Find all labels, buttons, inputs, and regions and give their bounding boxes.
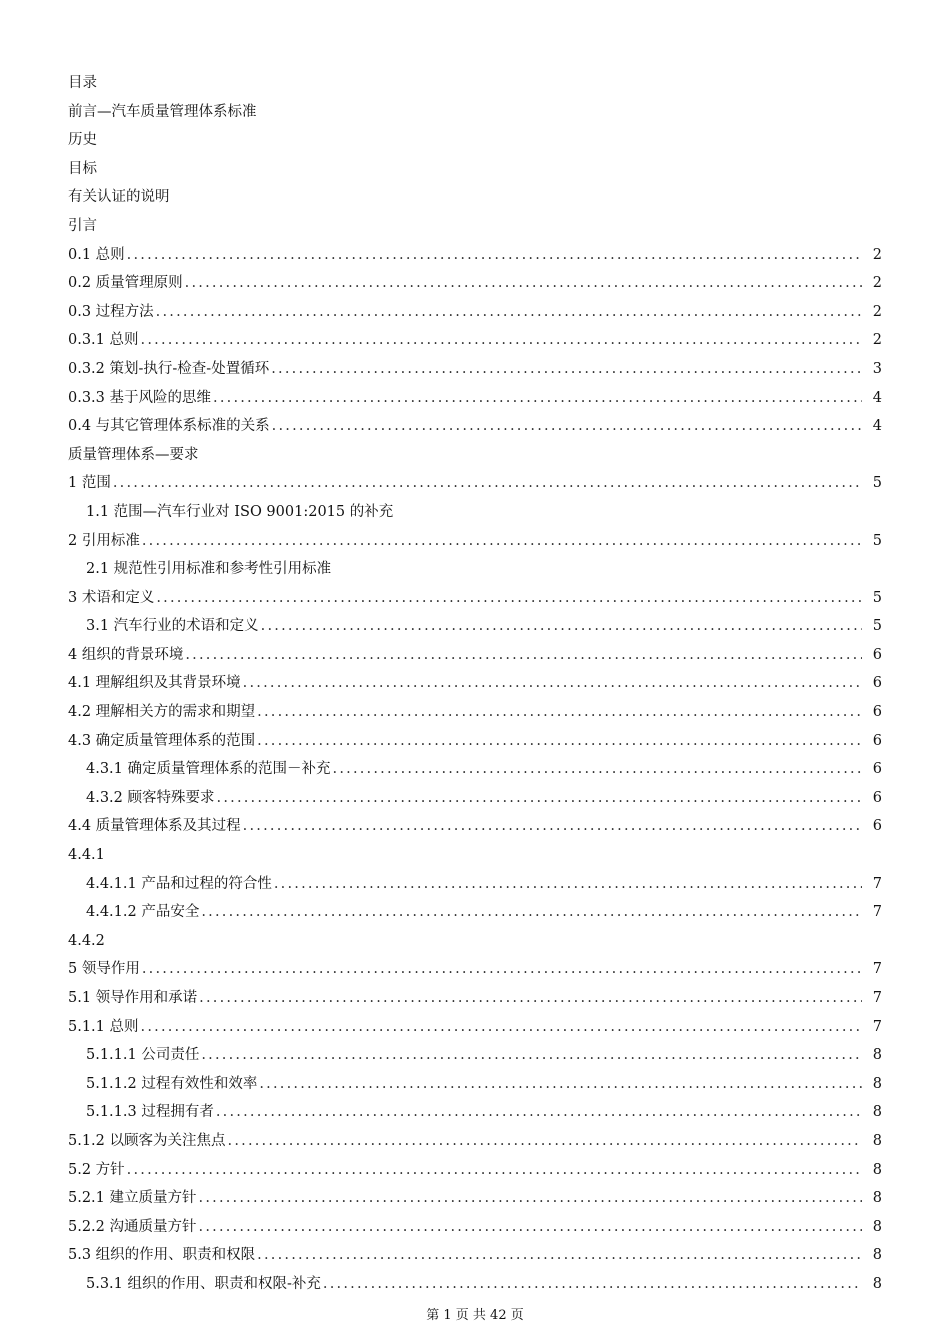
- toc-entry-page-number: 2: [872, 332, 882, 349]
- toc-entry[interactable]: [68, 584, 882, 613]
- toc-leader-dots: [274, 870, 862, 899]
- toc-entry-page-number: 5: [872, 475, 882, 492]
- toc-leader-dots: [127, 241, 862, 270]
- toc-entry-page-number: 8: [872, 1075, 882, 1092]
- toc-entry[interactable]: [68, 727, 882, 756]
- toc-entry-label: 4.3.2 顾客特殊要求: [86, 789, 215, 806]
- toc-entry[interactable]: [68, 183, 882, 212]
- toc-leader-dots: [199, 1213, 862, 1242]
- toc-leader-dots: [271, 355, 862, 384]
- toc-leader-dots: [199, 984, 862, 1013]
- toc-leader-dots: [261, 612, 862, 641]
- toc-entry-page-number: 4: [872, 418, 882, 435]
- toc-entry[interactable]: [68, 927, 882, 956]
- toc-entry-label: 1 范围: [68, 475, 111, 492]
- toc-entry-label: 历史: [68, 132, 97, 149]
- toc-entry[interactable]: [68, 1184, 882, 1213]
- toc-leader-dots: [228, 1127, 862, 1156]
- toc-entry-label: 1.1 范围—汽车行业对 ISO 9001:2015 的补充: [86, 503, 394, 520]
- toc-entry-page-number: 7: [872, 1018, 882, 1035]
- toc-entry-label: 有关认证的说明: [68, 189, 170, 206]
- toc-entry-label: 5.1 领导作用和承诺: [68, 990, 198, 1006]
- toc-leader-dots: [257, 698, 862, 727]
- toc-leader-dots: [142, 955, 862, 984]
- toc-entry-page-number: 8: [872, 1247, 882, 1264]
- toc-entry[interactable]: [68, 241, 882, 270]
- toc-entry-label: 4.3 确定质量管理体系的范围: [68, 732, 256, 749]
- toc-leader-dots: [185, 641, 862, 670]
- toc-entry[interactable]: [68, 841, 882, 870]
- toc-entry[interactable]: [68, 698, 882, 727]
- toc-leader-dots: [141, 1013, 862, 1042]
- toc-entry-label: 质量管理体系—要求: [68, 446, 199, 463]
- toc-entry-page-number: 7: [872, 904, 882, 921]
- toc-entry[interactable]: [68, 1270, 882, 1299]
- table-of-contents: [68, 69, 882, 1299]
- toc-entry-page-number: 7: [872, 990, 882, 1006]
- toc-leader-dots: [142, 527, 862, 556]
- toc-entry-page-number: 5: [872, 618, 882, 635]
- toc-leader-dots: [257, 1241, 862, 1270]
- toc-entry-label: 0.4 与其它管理体系标准的关系: [68, 418, 270, 435]
- toc-leader-dots: [257, 727, 862, 756]
- toc-entry-page-number: 2: [872, 303, 882, 320]
- toc-entry[interactable]: [68, 155, 882, 184]
- toc-entry-page-number: 8: [872, 1132, 882, 1149]
- toc-entry[interactable]: [68, 326, 882, 355]
- toc-leader-dots: [141, 326, 862, 355]
- toc-entry[interactable]: [68, 384, 882, 413]
- toc-entry-page-number: 7: [872, 875, 882, 892]
- toc-entry-label: 5 领导作用: [68, 961, 140, 978]
- toc-entry-page-number: 8: [872, 1047, 882, 1064]
- toc-entry[interactable]: [68, 298, 882, 327]
- toc-leader-dots: [259, 1070, 862, 1099]
- toc-entry-label: 目标: [68, 160, 97, 177]
- toc-leader-dots: [217, 784, 862, 813]
- toc-entry[interactable]: [68, 527, 882, 556]
- toc-entry[interactable]: [68, 441, 882, 470]
- toc-entry[interactable]: [68, 269, 882, 298]
- toc-entry-page-number: 6: [872, 675, 882, 692]
- toc-entry-label: 3 术语和定义: [68, 589, 155, 606]
- toc-entry[interactable]: [68, 555, 882, 584]
- toc-entry-label: 0.2 质量管理原则: [68, 275, 183, 292]
- toc-entry[interactable]: [68, 355, 882, 384]
- toc-entry[interactable]: [68, 126, 882, 155]
- toc-entry-label: 目录: [68, 75, 97, 91]
- toc-entry-page-number: 6: [872, 789, 882, 806]
- toc-entry[interactable]: [68, 1070, 882, 1099]
- toc-entry[interactable]: [68, 498, 882, 527]
- toc-entry[interactable]: [68, 69, 882, 98]
- toc-entry-label: 4.4 质量管理体系及其过程: [68, 818, 241, 835]
- toc-entry[interactable]: [68, 669, 882, 698]
- toc-entry-page-number: 6: [872, 761, 882, 778]
- page-footer: 第 1 页 共 42 页: [426, 1308, 524, 1323]
- toc-entry-page-number: 5: [872, 589, 882, 606]
- toc-leader-dots: [201, 898, 862, 927]
- toc-entry-label: 5.2.1 建立质量方针: [68, 1190, 197, 1207]
- toc-entry-label: 4.4.1.1 产品和过程的符合性: [86, 875, 272, 892]
- toc-entry-label: 5.2 方针: [68, 1161, 125, 1178]
- toc-entry-label: 5.2.2 沟通质量方针: [68, 1218, 197, 1235]
- toc-entry-label: 4.3.1 确定质量管理体系的范围－补充: [86, 761, 331, 778]
- toc-entry[interactable]: [68, 1213, 882, 1242]
- toc-leader-dots: [333, 755, 862, 784]
- toc-entry-page-number: 2: [872, 246, 882, 263]
- toc-entry[interactable]: [68, 641, 882, 670]
- toc-entry[interactable]: [68, 1041, 882, 1070]
- toc-leader-dots: [156, 584, 862, 613]
- toc-entry-label: 0.3.2 策划-执行-检查-处置循环: [68, 360, 270, 377]
- toc-entry-page-number: 2: [872, 275, 882, 292]
- toc-entry-page-number: 8: [872, 1275, 882, 1292]
- toc-entry-label: 4.4.1: [68, 847, 105, 864]
- toc-entry-label: 0.1 总则: [68, 246, 125, 263]
- toc-entry-page-number: 4: [872, 389, 882, 406]
- toc-leader-dots: [243, 669, 862, 698]
- toc-leader-dots: [272, 412, 862, 441]
- toc-leader-dots: [199, 1184, 862, 1213]
- toc-entry[interactable]: [68, 1241, 882, 1270]
- toc-entry[interactable]: [68, 755, 882, 784]
- toc-leader-dots: [323, 1270, 862, 1299]
- toc-entry-page-number: 3: [872, 360, 882, 377]
- toc-entry-label: 0.3.1 总则: [68, 332, 139, 349]
- toc-entry[interactable]: [68, 898, 882, 927]
- toc-leader-dots: [127, 1156, 862, 1185]
- toc-entry[interactable]: [68, 955, 882, 984]
- toc-leader-dots: [156, 298, 862, 327]
- toc-entry-page-number: 6: [872, 646, 882, 663]
- toc-entry-label: 2 引用标准: [68, 532, 140, 549]
- toc-entry-label: 0.3.3 基于风险的思维: [68, 389, 212, 406]
- toc-entry-label: 5.1.1.3 过程拥有者: [86, 1104, 214, 1121]
- toc-leader-dots: [216, 1098, 862, 1127]
- toc-entry[interactable]: [68, 469, 882, 498]
- toc-entry-page-number: 7: [872, 961, 882, 978]
- toc-entry[interactable]: [68, 612, 882, 641]
- toc-entry-page-number: 8: [872, 1161, 882, 1178]
- toc-entry[interactable]: [68, 1013, 882, 1042]
- toc-entry-page-number: 5: [872, 532, 882, 549]
- toc-entry[interactable]: [68, 1156, 882, 1185]
- toc-entry-label: 5.1.1.1 公司责任: [86, 1047, 200, 1064]
- toc-entry[interactable]: [68, 1127, 882, 1156]
- toc-entry-label: 5.1.1 总则: [68, 1018, 139, 1035]
- toc-entry-label: 3.1 汽车行业的术语和定义: [86, 618, 259, 635]
- toc-entry-page-number: 8: [872, 1190, 882, 1207]
- toc-entry-page-number: 6: [872, 818, 882, 835]
- toc-entry-label: 引言: [68, 217, 97, 234]
- toc-leader-dots: [201, 1041, 862, 1070]
- toc-entry-page-number: 8: [872, 1104, 882, 1121]
- toc-leader-dots: [113, 469, 862, 498]
- toc-entry-label: 2.1 规范性引用标准和参考性引用标准: [86, 561, 332, 578]
- toc-entry-label: 5.1.2 以顾客为关注焦点: [68, 1132, 226, 1149]
- toc-entry-label: 0.3 过程方法: [68, 303, 154, 320]
- toc-entry-label: 4.4.2: [68, 932, 105, 949]
- toc-entry-label: 4.4.1.2 产品安全: [86, 904, 200, 921]
- toc-entry-page-number: 8: [872, 1218, 882, 1235]
- toc-entry-label: 4 组织的背景环境: [68, 646, 184, 663]
- toc-entry[interactable]: [68, 412, 882, 441]
- toc-leader-dots: [213, 384, 862, 413]
- toc-entry[interactable]: [68, 812, 882, 841]
- toc-entry-label: 5.1.1.2 过程有效性和效率: [86, 1075, 258, 1092]
- toc-entry-label: 5.3 组织的作用、职责和权限: [68, 1247, 256, 1264]
- toc-entry-label: 4.2 理解相关方的需求和期望: [68, 704, 256, 721]
- toc-entry[interactable]: [68, 212, 882, 241]
- toc-entry[interactable]: [68, 1098, 882, 1127]
- toc-entry-label: 前言—汽车质量管理体系标准: [68, 103, 257, 120]
- toc-entry-page-number: 6: [872, 732, 882, 749]
- toc-entry[interactable]: [68, 784, 882, 813]
- toc-entry[interactable]: [68, 98, 882, 127]
- toc-leader-dots: [185, 269, 862, 298]
- toc-entry[interactable]: [68, 984, 882, 1013]
- toc-entry-page-number: 6: [872, 704, 882, 721]
- toc-leader-dots: [243, 812, 862, 841]
- toc-entry-label: 4.1 理解组织及其背景环境: [68, 675, 241, 692]
- toc-entry-label: 5.3.1 组织的作用、职责和权限-补充: [86, 1275, 321, 1292]
- toc-entry[interactable]: [68, 870, 882, 899]
